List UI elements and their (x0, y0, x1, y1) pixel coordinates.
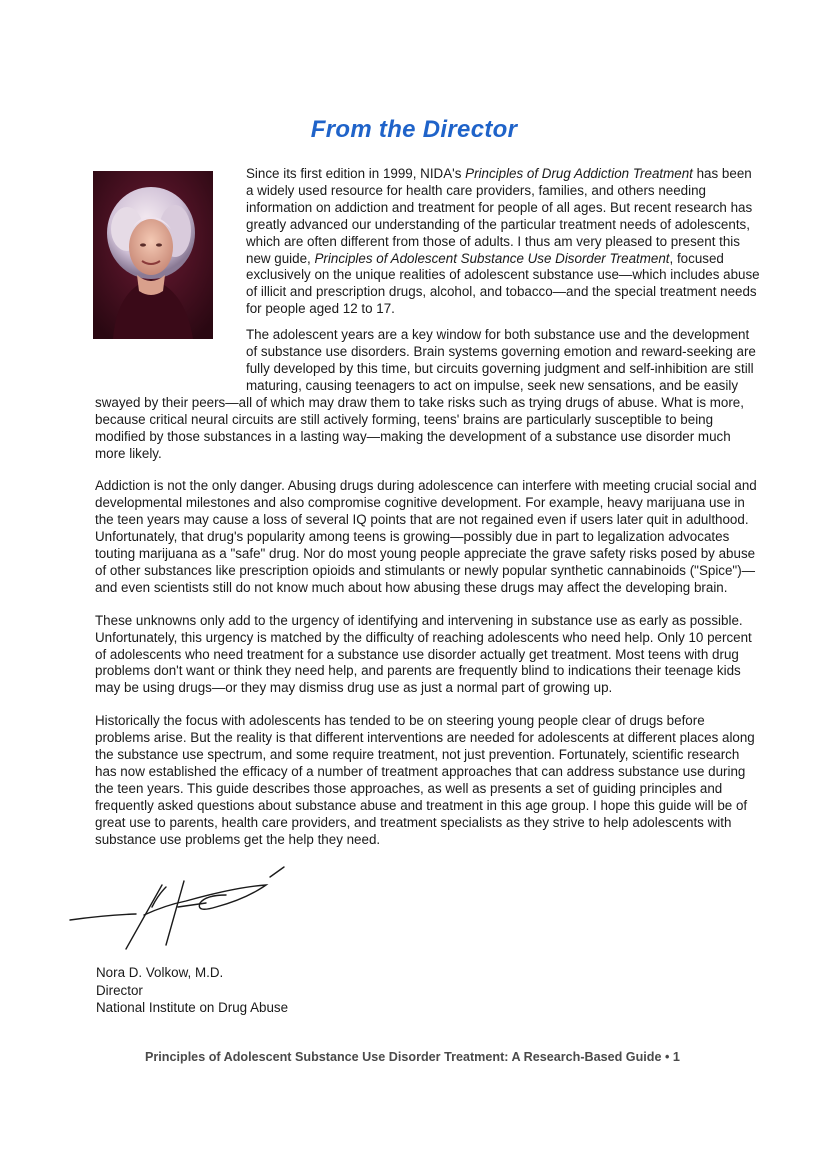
signature-block (96, 964, 288, 1017)
principles-drug-addiction-title: Principles of Drug Addiction Treatment (465, 166, 693, 181)
handwritten-signature (66, 865, 296, 955)
page-footer: Principles of Adolescent Substance Use Disorder Treatment: A Research-Based Guide • 1 (145, 1050, 680, 1064)
paragraph-1-part-a: Since its first edition in 1999, NIDA's (246, 166, 466, 181)
signer-name: Nora D. Volkow, M.D. (96, 965, 224, 980)
paragraph-3: Addiction is not the only danger. Abusing drugs during adolescence can interfere with meeting crucial social and developmental milestones and also compromise cognitive development. For example, heavy marijuana use in the teen years may cause a loss of several IQ points that are not regained even if users later quit in adulthood. Unfortunately, that drug's popularity among teens is growing—possibly due in part to legalization advocates touting marijuana as a "safe" drug. Nor do most young people appreciate the grave safety risks posed by abuse of other substances like prescription opioids and stimulants or newly popular synthetic cannabinoids ("Spice")—and even scientists still do not know much about how abusing these drugs may affect the developing brain. (95, 478, 757, 595)
paragraph-5: Historically the focus with adolescents has tended to be on steering young people clear of drugs before problems arise. But the reality is that different interventions are needed for adolescents at different places along the substance use spectrum, and some require treatment, not just prevention. Fortunately, scientific research has now established the efficacy of a number of treatment approaches that can address substance use during the teen years. This guide describes those approaches, as well as presents a set of guiding principles and frequently asked questions about substance abuse and treatment in this age group. I hope this guide will be of great use to parents, health care providers, and treatment specialists as they strive to help adolescents with substance use problems get the help they need. (95, 713, 755, 847)
paragraph-1-part-c: has been a widely used resource for health care providers, families, and others needing information on addiction and treatment for people of all ages. But recent research has greatly advanced our understanding of the particular treatment needs of adolescents, which are often different from those of adults. I thus am very pleased to present this new guide, (246, 166, 753, 266)
paragraph-4: These unknowns only add to the urgency of identifying and intervening in substance use as early as possible. Unfortunately, this urgency is matched by the difficulty of reaching adolescents who need help. Only 10 percent of adolescents who need treatment for a substance use disorder actually get treatment. Most teens with drug problems don't want or think they need help, and parents are frequently blind to indications their teenage kids may be using drugs—or they may dismiss drug use as just a normal part of growing up. (95, 612, 752, 696)
principles-adolescent-title: Principles of Adolescent Substance Use Disorder Treatment (314, 250, 670, 266)
photo-wrap-spacer (95, 166, 246, 388)
signer-organization: National Institute on Drug Abuse (96, 1000, 289, 1015)
letter-body (95, 166, 761, 865)
paragraph-1-part-e: , focused exclusively on the unique realities of adolescent substance use—which includes abuse of illicit and prescription drugs, alcohol, and tobacco—and the special treatment needs for people aged 12 to 17. (246, 250, 760, 317)
page-title: From the Director (310, 116, 518, 143)
paragraph-2: The adolescent years are a key window for both substance use and the development of substance use disorders. Brain systems governing emotion and reward-seeking are fully developed by this time, but circuits governing judgment and self-inhibition are still maturing, causing teenagers to act on impulse, seek new sensations, and be easily swayed by their peers—all of which may draw them to take risks such as trying drugs of abuse. What is more, because critical neural circuits are still actively forming, teens' brains are particularly susceptible to being modified by those substances in a lasting way—making the development of a substance use disorder much more likely. (95, 327, 756, 461)
signer-role: Director (96, 982, 143, 998)
